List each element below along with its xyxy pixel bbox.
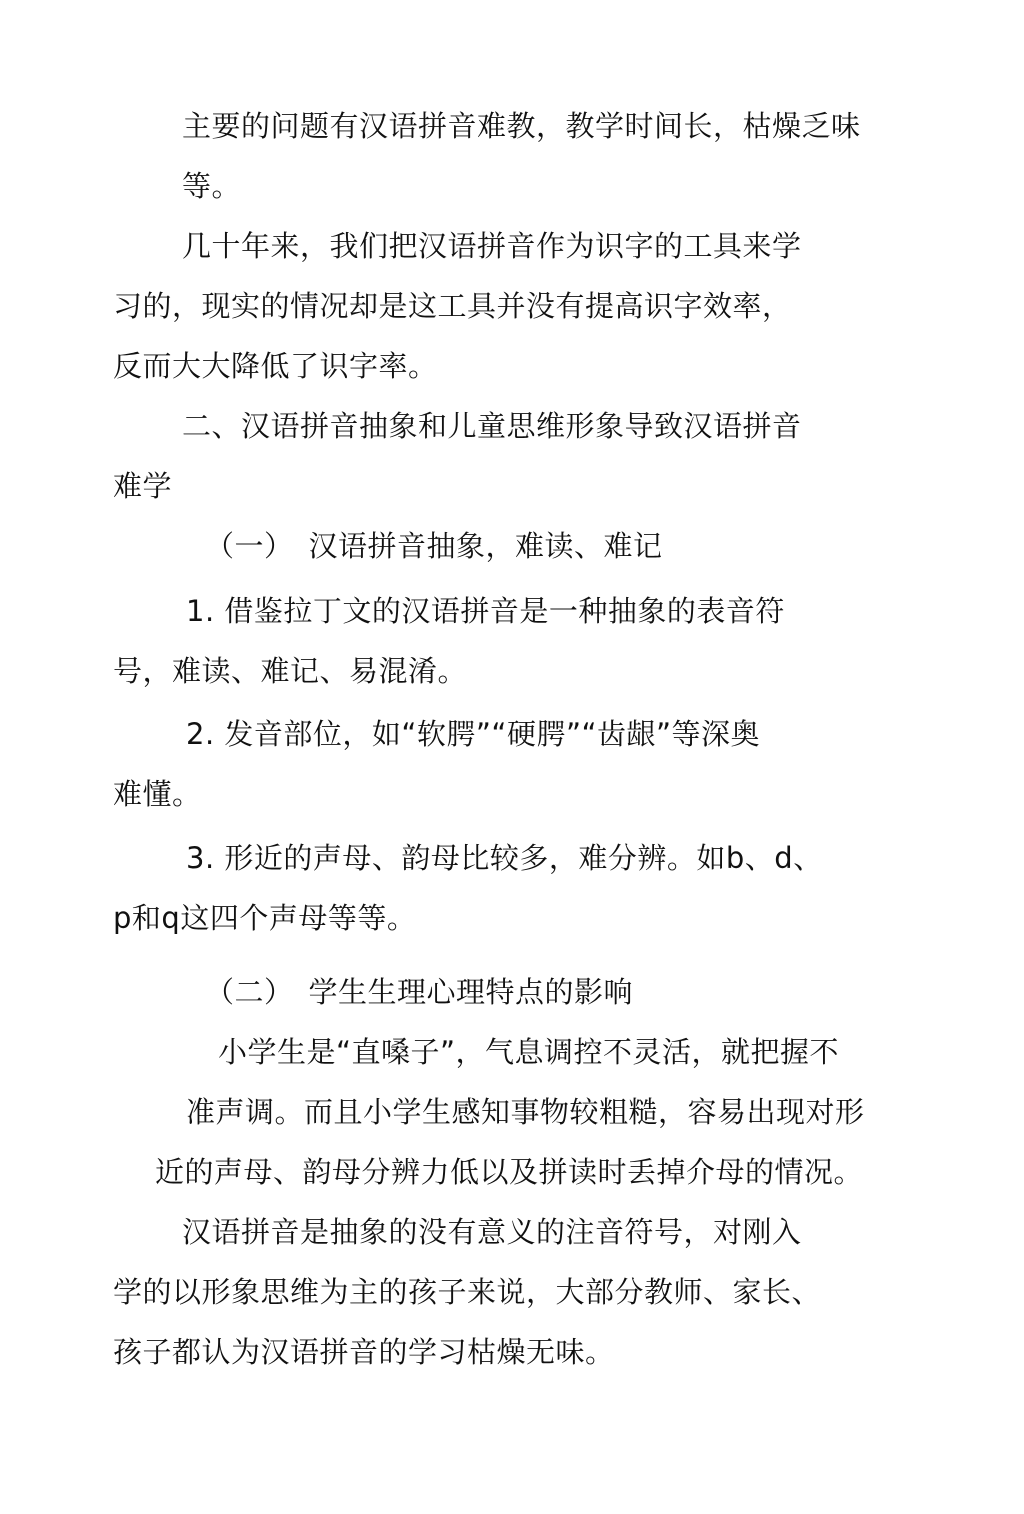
text-line: 小学生是“直嗓子”，气息调控不灵活，就把握不 [218,1035,840,1069]
list-item: 2. 发音部位，如“软腭”“硬腭”“齿龈”等深奥 [186,717,761,751]
list-item: 1. 借鉴拉丁文的汉语拼音是一种抽象的表音符 [186,594,785,628]
text-line: 近的声母、韵母分辨力低以及拼读时丢掉介母的情况。 [155,1155,864,1189]
text-line: p和q这四个声母等等。 [113,901,417,935]
text-line: 汉语拼音是抽象的没有意义的注音符号，对刚入 [182,1215,802,1249]
subsection-heading: （二） 学生生理心理特点的影响 [205,975,634,1009]
text-line: 难懂。 [113,777,202,811]
text-line: 孩子都认为汉语拼音的学习枯燥无味。 [113,1335,615,1369]
text-line: 反而大大降低了识字率。 [113,349,438,383]
text-line: 习的，现实的情况却是这工具并没有提高识字效率， [113,289,792,323]
list-item: 3. 形近的声母、韵母比较多，难分辨。如b、d、 [186,841,823,875]
text-line: 等。 [182,169,242,203]
section-heading-continued: 难学 [113,469,173,503]
text-line: 几十年来，我们把汉语拼音作为识字的工具来学 [182,229,802,263]
text-line: 学的以形象思维为主的孩子来说，大部分教师、家长、 [113,1275,822,1309]
text-line: 号，难读、难记、易混淆。 [113,654,468,688]
section-heading: 二、汉语拼音抽象和儿童思维形象导致汉语拼音 [182,409,802,443]
text-line: 准声调。而且小学生感知事物较粗糙，容易出现对形 [186,1095,865,1129]
subsection-heading: （一） 汉语拼音抽象，难读、难记 [205,529,663,563]
text-line: 主要的问题有汉语拼音难教，教学时间长，枯燥乏味 [182,109,861,143]
